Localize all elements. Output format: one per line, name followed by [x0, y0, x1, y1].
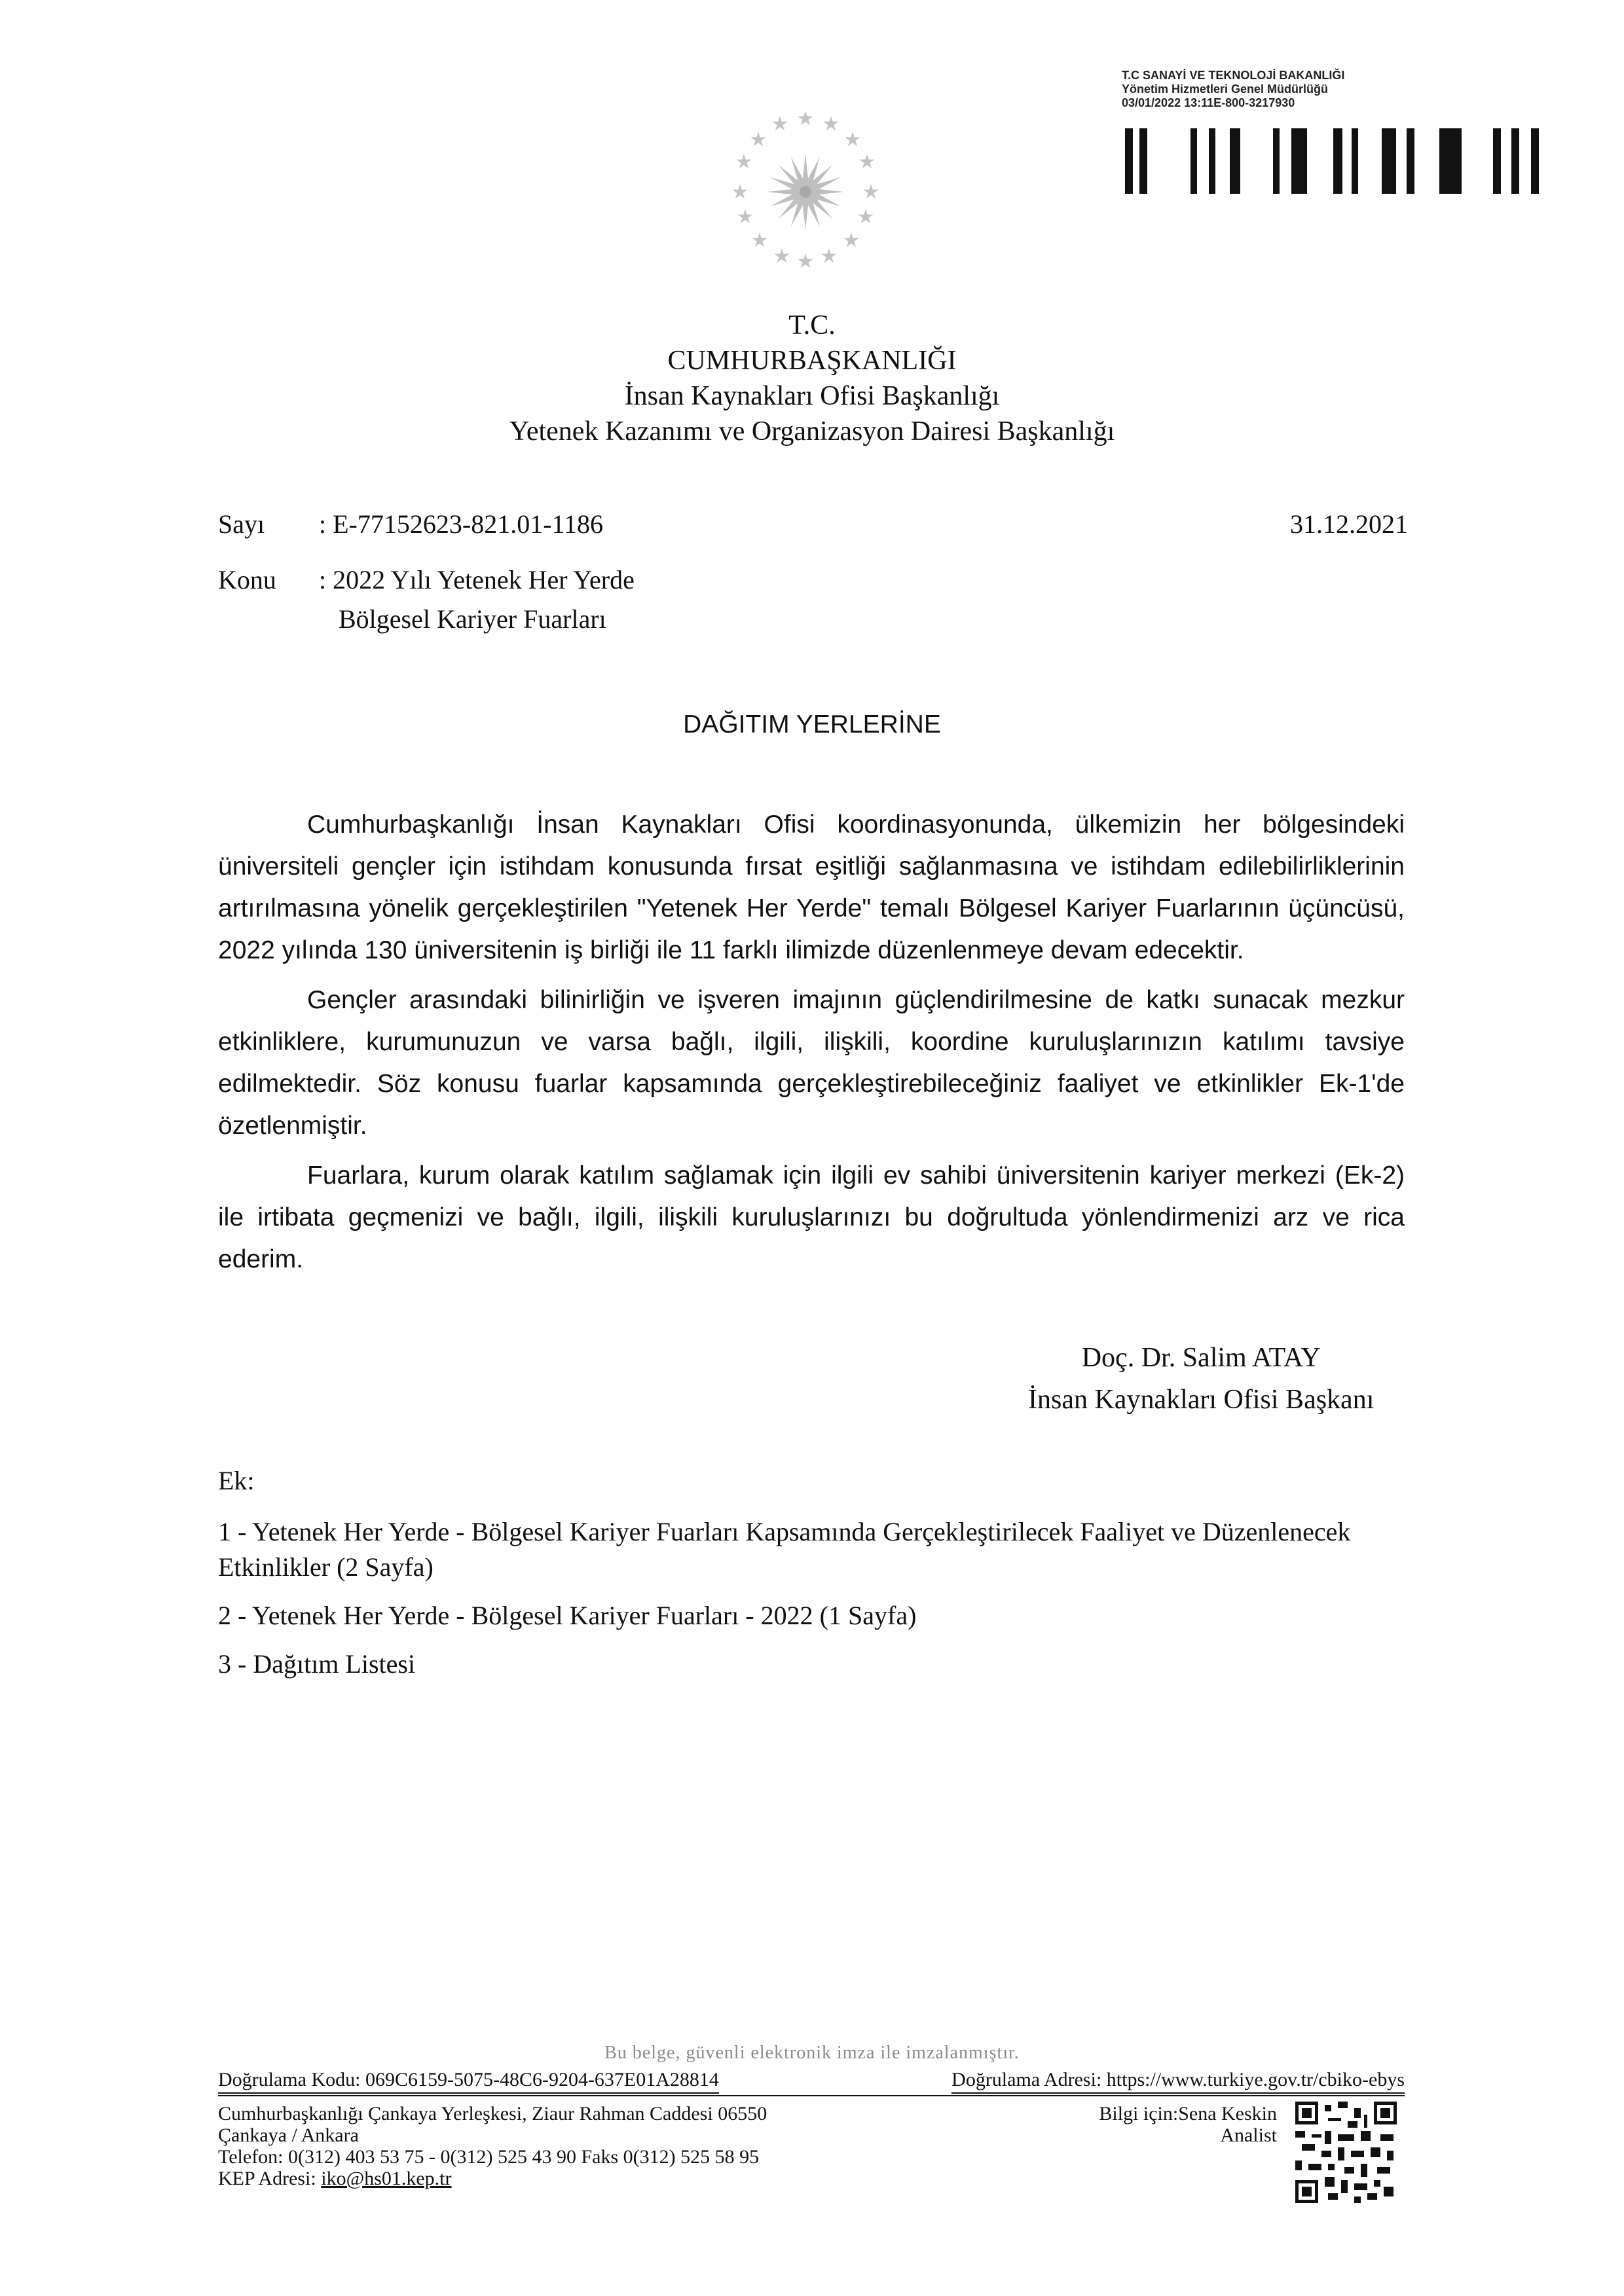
svg-text:★: ★: [750, 229, 769, 252]
konu-value: : 2022 Yılı Yetenek Her Yerde: [319, 565, 635, 594]
attachments-label: Ek:: [218, 1466, 255, 1495]
svg-text:★: ★: [749, 128, 767, 151]
footer-divider: [218, 2095, 1405, 2096]
qr-code-icon: [1295, 2102, 1397, 2203]
svg-text:★: ★: [771, 113, 789, 136]
kep-label: KEP Adresi:: [218, 2168, 316, 2189]
kep-address: [218, 2168, 767, 2189]
body-paragraph-1: Cumhurbaşkanlığı İnsan Kaynakları Ofisi koordinasyonunda, ülkemizin her bölgesindeki üniversiteli gençler için istihdam konusunda fırsat eşitliği sağlanmasına ve istihdam edilebilirliklerinin artırılmasına yönelik gerçekleştirilen "Yetenek Her Yerde" temalı Bölgesel Kariyer Fuarlarının üçüncüsü, 2022 yılında 130 üniversitenin iş birliği ile 11 farklı ilimizde düzenlenmeye devam edecektir.: [218, 811, 1405, 964]
signer-title: İnsan Kaynakları Ofisi Başkanı: [1028, 1385, 1375, 1415]
body-paragraph-2: Gençler arasındaki bilinirliğin ve işveren imajının güçlendirilmesine de katkı sunacak mezkur etkinliklere, kurumunuzun ve varsa bağlı, ilgili, ilişkili, koordine kuruluşlarınızın katılımı tavsiye edilmektedir. Söz konusu fuarlar kapsamında gerçekleştirebileceğiniz faaliyet ve etkinlikler Ek-1'de özetlenmiştir.: [218, 986, 1405, 1140]
svg-text:★: ★: [735, 151, 753, 173]
svg-text:★: ★: [796, 250, 815, 273]
letter-body: [218, 804, 1405, 1288]
svg-text:★: ★: [731, 181, 749, 204]
signer-name: Doç. Dr. Salim ATAY: [1081, 1343, 1321, 1373]
contact-info: [1061, 2103, 1277, 2146]
header-tc: T.C.: [788, 310, 836, 340]
verification-row: [218, 2068, 1405, 2094]
document-date: 31.12.2021: [1290, 509, 1408, 539]
body-paragraph-3: Fuarlara, kurum olarak katılım sağlamak için ilgili ev sahibi üniversitenin kariyer merkezi (Ek-2) ile irtibata geçmenizi ve bağlı, ilgili, ilişkili kuruluşlarınızı bu doğrultuda yönlendirmenizi arz ve rica ederim.: [218, 1161, 1405, 1273]
barcode: [1125, 128, 1551, 194]
verification-code: Doğrulama Kodu: 069C6159-5075-48C6-9204-637E01A28814: [218, 2068, 719, 2094]
konu-value-continued: Bölgesel Kariyer Fuarları: [339, 604, 606, 634]
attachments: [218, 1463, 1416, 1695]
svg-text:★: ★: [843, 128, 862, 151]
svg-text:★: ★: [773, 245, 791, 268]
distribution-title: DAĞITIM YERLERİNE: [683, 710, 941, 738]
header-office: İnsan Kaynakları Ofisi Başkanlığı: [624, 381, 1000, 411]
stamp-line-2: Yönetim Hizmetleri Genel Müdürlüğü: [1122, 82, 1329, 96]
attachment-item-3: 3 - Dağıtım Listesi: [218, 1649, 416, 1679]
svg-text:★: ★: [796, 110, 815, 130]
header-presidency: CUMHURBAŞKANLIĞI: [667, 346, 957, 376]
header-department: Yetenek Kazanımı ve Organizasyon Dairesi Başkanlığı: [509, 416, 1115, 446]
presidential-emblem-icon: [710, 110, 900, 300]
svg-text:★: ★: [822, 113, 840, 136]
footer-contact: [218, 2103, 767, 2189]
svg-text:★: ★: [736, 206, 754, 228]
signature-block: [1028, 1337, 1374, 1421]
attachment-item-1: 1 - Yetenek Her Yerde - Bölgesel Kariyer Fuarları Kapsamında Gerçekleştirilecek Faaliyet ve Düzenlenecek Etkinlikler (2 Sayfa): [218, 1517, 1351, 1582]
verification-address[interactable]: Doğrulama Adresi: https://www.turkiye.gov.tr/cbiko-ebys: [951, 2068, 1405, 2094]
address-line-1: Cumhurbaşkanlığı Çankaya Yerleşkesi, Ziaur Rahman Caddesi 06550: [218, 2103, 767, 2124]
svg-text:★: ★: [858, 151, 876, 173]
svg-text:★: ★: [842, 229, 860, 252]
sayi-label: Sayı: [218, 509, 265, 539]
svg-text:★: ★: [857, 206, 875, 228]
info-contact-title: Analist: [1220, 2124, 1277, 2146]
stamp-line-1: T.C SANAYİ VE TEKNOLOJİ BAKANLIĞI: [1122, 69, 1345, 82]
svg-text:★: ★: [862, 181, 880, 204]
stamp-line-3: 03/01/2022 13:11E-800-3217930: [1122, 96, 1295, 109]
phone-fax: Telefon: 0(312) 403 53 75 - 0(312) 525 43 90 Faks 0(312) 525 58 95: [218, 2146, 760, 2168]
address-line-2: Çankaya / Ankara: [218, 2124, 359, 2146]
info-contact-name: Bilgi için:Sena Keskin: [1099, 2103, 1277, 2124]
letterhead: [0, 308, 1624, 449]
receipt-stamp: [1122, 69, 1344, 110]
attachment-item-2: 2 - Yetenek Her Yerde - Bölgesel Kariyer Fuarları - 2022 (1 Sayfa): [218, 1601, 917, 1630]
e-signature-notice: Bu belge, güvenli elektronik imza ile imzalanmıştır.: [604, 2043, 1020, 2063]
sayi-value: : E-77152623-821.01-1186: [319, 509, 604, 539]
kep-email-link[interactable]: iko@hs01.kep.tr: [321, 2168, 452, 2189]
konu-label: Konu: [218, 565, 276, 594]
svg-text:★: ★: [820, 245, 838, 268]
